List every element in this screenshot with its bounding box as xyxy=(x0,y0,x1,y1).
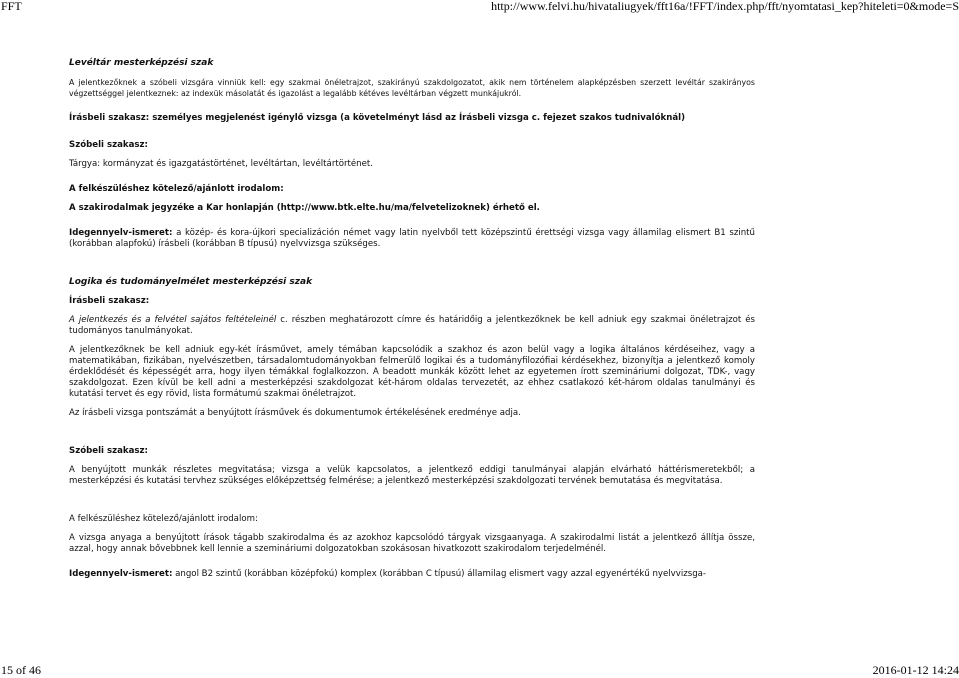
section-title-leveltar: Levéltár mesterképzési szak xyxy=(69,58,214,68)
logika-written-p1-rest: c. részben meghatározott címre és határidőig a jelentkezőknek be kell adniuk egy szakmai önéletrajzot és tudományos tanulmányokat. xyxy=(69,315,755,336)
logika-oral-text: A benyújtott munkák részletes megvitatása; vizsga a velük kapcsolatos, a jelentkező eddigi tanulmányai alapján elvárható háttérismeretekből; a mesterképzési és kutatási tervhez szükséges előképzettség felmérése; a jelentkező mesterképzési szakdolgozati tervének bemutatása és megvitatása. xyxy=(69,465,755,486)
logika-literature-heading: A felkészüléshez kötelező/ajánlott irodalom: xyxy=(69,514,258,524)
header-left: FFT xyxy=(1,0,22,13)
logika-oral-heading: Szóbeli szakasz: xyxy=(69,446,148,456)
logika-literature-text: A vizsga anyaga a benyújtott írások tágabb szakirodalma és az azokhoz kapcsolódó tárgyak vizsgaanyaga. A szakirodalmi listát a jelentkező állítja össze, azzal, hogy annak bővebbnek kell lennie a szemináriumi dolgozatokban szokásosan hivatkozott szakirodalom terjedelménél. xyxy=(69,533,755,554)
logika-written-p3: Az írásbeli vizsga pontszámát a benyújtott írásművek és dokumentumok értékelésének eredménye adja. xyxy=(69,408,521,418)
print-header xyxy=(0,0,959,14)
logika-language-label: Idegennyelv-ismeret: xyxy=(69,569,173,579)
document-body xyxy=(69,58,755,580)
leveltar-literature-text: A szakirodalmak jegyzéke a Kar honlapján (http://www.btk.elte.hu/ma/felvetelizoknek) érhető el. xyxy=(69,203,540,213)
print-footer xyxy=(0,662,959,676)
leveltar-literature-heading: A felkészüléshez kötelező/ajánlott irodalom: xyxy=(69,184,284,194)
leveltar-written: Írásbeli szakasz: személyes megjelenést igénylő vizsga (a követelményt lásd az Írásbeli vizsga c. fejezet szakos tudnivalóknál) xyxy=(69,113,686,123)
header-url[interactable]: http://www.felvi.hu/hivataliugyek/fft16a/!FFT/index.php/fft/nyomtatasi_kep?hiteleti=0&mode=S xyxy=(491,0,959,13)
logika-written-heading: Írásbeli szakasz: xyxy=(69,296,150,306)
leveltar-language-label: Idegennyelv-ismeret: xyxy=(69,228,173,238)
leveltar-oral-heading: Szóbeli szakasz: xyxy=(69,140,148,150)
leveltar-language-text: a közép- és kora-újkori specializáción német vagy latin nyelvből tett középszintű érettségi vizsga vagy államilag elismert B1 szintű (korábban alapfokú) írásbeli (korábban B típusú) nyelvvizsga szükséges. xyxy=(69,228,755,249)
leveltar-oral-subject: Tárgya: kormányzat és igazgatástörténet, levéltártan, levéltártörténet. xyxy=(69,159,374,169)
page-number: 15 of 46 xyxy=(1,663,41,677)
leveltar-intro: A jelentkezőknek a szóbeli vizsgára vinniük kell: egy szakmai önéletrajzot, szakirányú szakdolgozatot, akik nem történelem alapképzésben szerzett levéltár szakirányos végzettséggel jelentkeznek: az indexük másolatát és igazolást a legalább kétéves levéltárban végzett munkájukról. xyxy=(69,78,755,98)
logika-written-p1-italic: A jelentkezés és a felvétel sajátos feltételeinél xyxy=(69,315,277,325)
leveltar-language xyxy=(69,228,755,250)
section-title-logika: Logika és tudományelmélet mesterképzési szak xyxy=(69,277,313,287)
logika-language-text: angol B2 szintű (korábban középfokú) komplex (korábban C típusú) államilag elismert vagy azzal egyenértékű nyelvvizsga- xyxy=(172,569,707,579)
logika-language xyxy=(69,569,755,580)
print-datetime: 2016-01-12 14:24 xyxy=(872,663,959,677)
logika-written-p2: A jelentkezőknek be kell adniuk egy-két írásművet, amely témában kapcsolódik a szakhoz és azon belül vagy a logika általános kérdéseihez, vagy a matematikában, fizikában, nyelvészetben, társadalomtudományokban felmerülő logikai és a tudományfilozófiai kérdésekhez, bizonyítja a jelentkező komoly érdeklődését és képességét arra, hogy ilyen témákkal foglalkozzon. A beadott munkák között lehet az egyetemen írott szemináriumi dolgozat, TDK-, vagy szakdolgozat. Ezen kívül be kell adni a mesterképzési szakdolgozat két-három oldalas tervezetét, az ehhez csatlakozó két-három oldalas tanulmányi és kutatási tervet és egy rövid, lista formátumú szakmai önéletrajzot. xyxy=(69,345,755,399)
logika-written-p1 xyxy=(69,315,755,337)
